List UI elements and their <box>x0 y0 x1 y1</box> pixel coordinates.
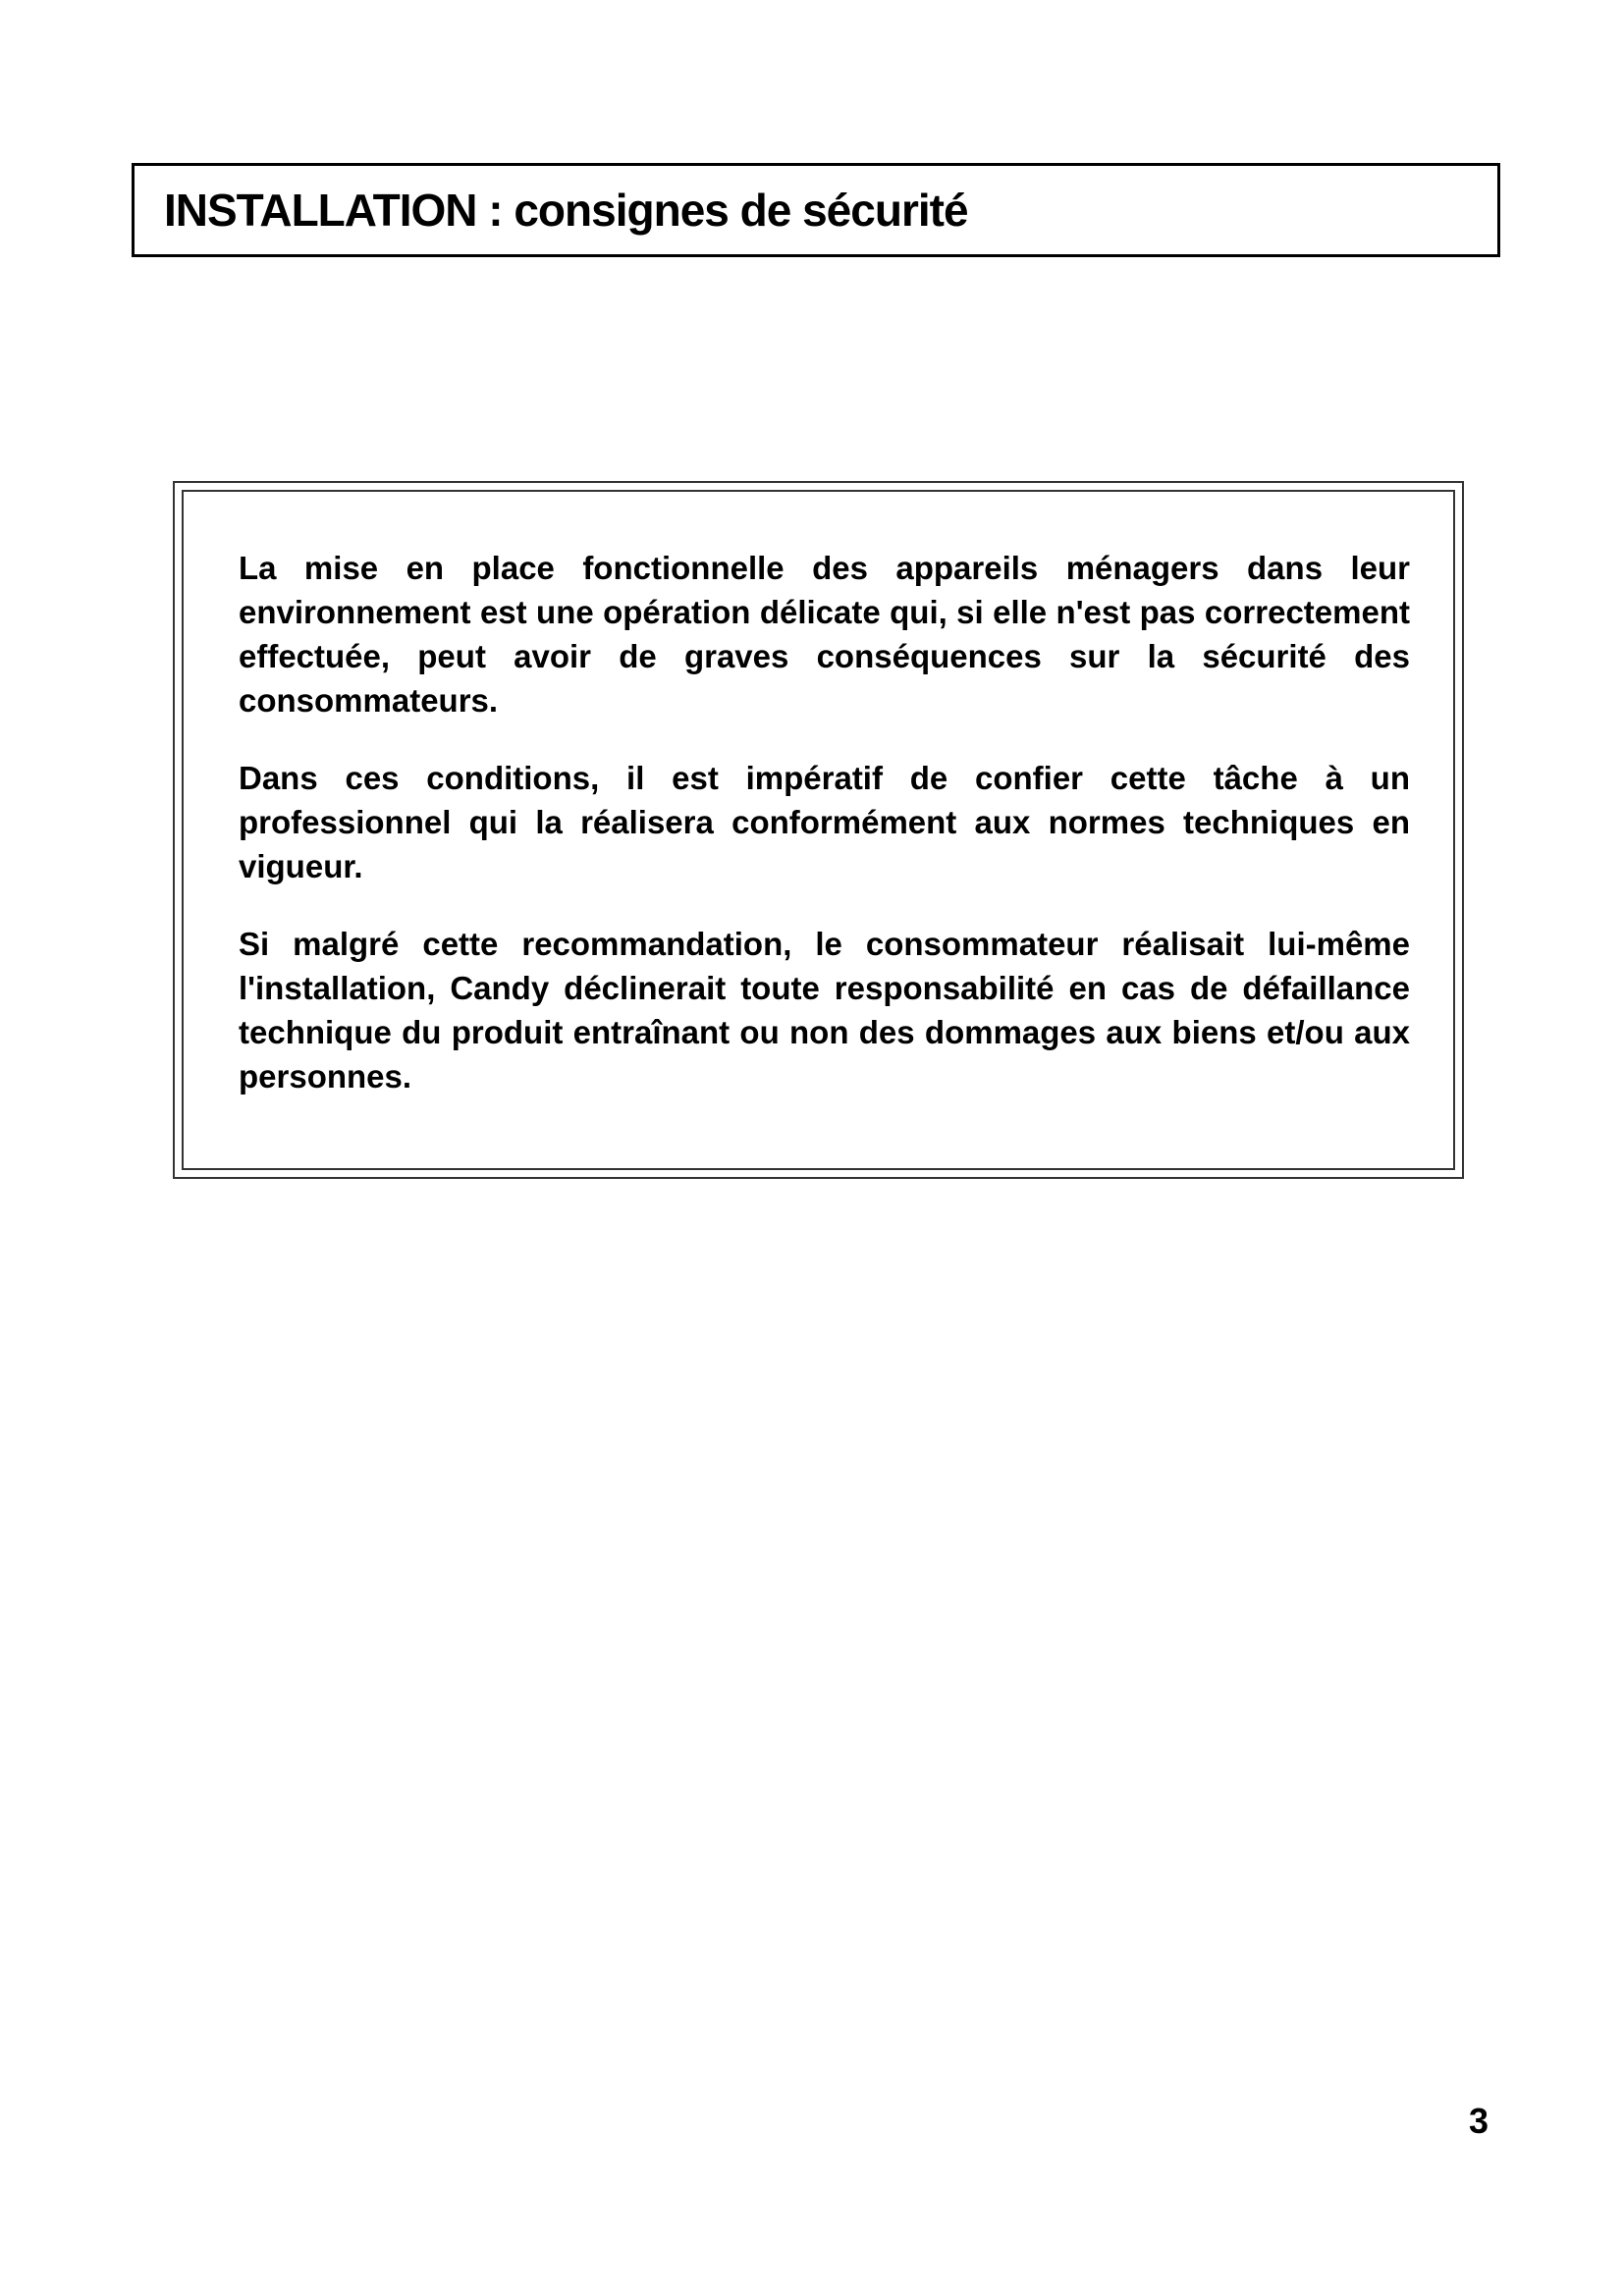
safety-notice-box <box>173 481 1464 1179</box>
brand-name: Candy <box>450 970 550 1006</box>
notice-paragraph-2: Dans ces conditions, il est impératif de confier cette tâche à un professionnel qui la réalisera conformément aux normes techniques en vigueur. <box>239 760 1410 884</box>
page-number: 3 <box>1469 2101 1489 2141</box>
safety-notice-inner-frame <box>182 490 1455 1170</box>
notice-paragraph-3-end: déclinerait toute responsabilité en cas de défaillance technique du produit entraînant ou non des dommages aux biens et/ou aux personnes. <box>239 970 1411 1095</box>
notice-paragraph-3 <box>239 922 1410 1098</box>
notice-paragraph-1: La mise en place fonctionnelle des appareils ménagers dans leur environnement est une opération délicate qui, si elle n'est pas correctement effectuée, peut avoir de graves conséquences sur la sécurité des consommateurs. <box>239 550 1410 719</box>
section-title-box <box>132 163 1500 257</box>
notice-paragraph-3-start: Si malgré cette recommandation, le consommateur réalisait lui-même l'installation, <box>239 926 1410 1006</box>
page-title: INSTALLATION : consignes de sécurité <box>164 185 968 236</box>
